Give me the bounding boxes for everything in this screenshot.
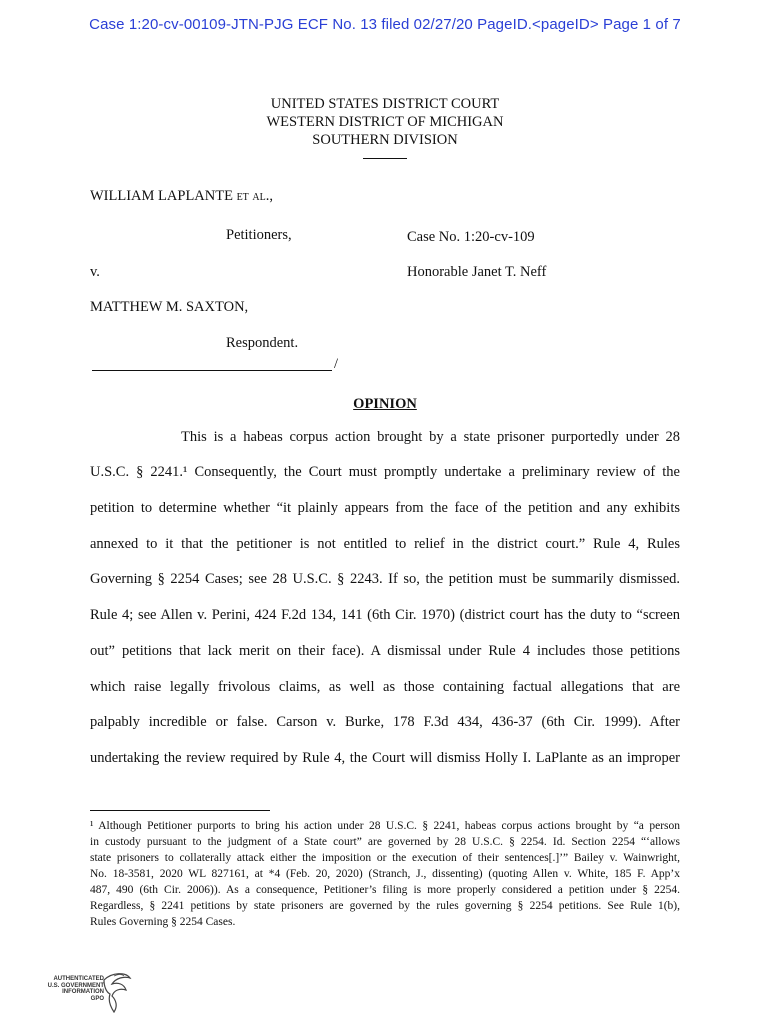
footnote-line: No. 18-3581, 2020 WL 827161, at *4 (Feb. 20, 2020) (Stranch, J., dissenting) (quoting Allen v. White, 185 F. App’x — [90, 868, 680, 880]
footnote-line: in custody pursuant to the judgment of a State court” are governed by 28 U.S.C. § 2254. Id. Section 2254 “‘allows — [90, 836, 680, 848]
body-line: Governing § 2254 Cases; see 28 U.S.C. § 2243. If so, the petition must be summarily dismissed. — [90, 571, 680, 587]
logo-line: U.S. GOVERNMENT — [47, 982, 104, 989]
logo-line: GPO — [90, 995, 104, 1002]
body-line: out” petitions that lack merit on their face). A dismissal under Rule 4 includes those petitions — [90, 643, 680, 659]
footnote-rule — [90, 810, 270, 811]
logo-line: INFORMATION — [62, 989, 104, 995]
opinion-title: OPINION — [353, 396, 417, 412]
body-line: annexed to it that the petitioner is not entitled to relief in the district court.” Rule 4, Rules — [90, 536, 680, 552]
court-district: WESTERN DISTRICT OF MICHIGAN — [266, 114, 504, 130]
ecf-header: Case 1:20-cv-00109-JTN-PJG ECF No. 13 filed 02/27/20 PageID.<pageID> Page 1 of 7 — [89, 16, 681, 33]
logo-line: AUTHENTICATED — [53, 976, 104, 982]
court-division: SOUTHERN DIVISION — [312, 132, 458, 148]
respondent-name: MATTHEW M. SAXTON, — [90, 299, 249, 315]
heading-rule — [363, 158, 407, 159]
caption-rule — [92, 370, 332, 371]
body-line: undertaking the review required by Rule 4, the Court will dismiss Holly I. LaPlante as an improper — [90, 750, 680, 766]
footnote-line: Rules Governing § 2254 Cases. — [90, 916, 236, 928]
body-line: petition to determine whether “it plainly appears from the face of the petition and any exhibits — [90, 500, 680, 516]
case-number: Case No. 1:20-cv-109 — [407, 229, 535, 245]
court-name: UNITED STATES DISTRICT COURT — [270, 96, 500, 112]
eagle-seal-icon — [100, 970, 134, 1014]
gpo-authentication-logo — [40, 970, 140, 1020]
logo-text — [40, 976, 104, 1002]
respondent-role: Respondent. — [226, 335, 299, 351]
body-line: U.S.C. § 2241.¹ Consequently, the Court must promptly undertake a preliminary review of the — [90, 464, 680, 480]
petitioner-name: WILLIAM LAPLANTE et al., — [90, 188, 274, 204]
footnote-line: state prisoners to collaterally attack either the imposition or the execution of their sentences[.]’” Bailey v. Wainwright, — [90, 852, 680, 864]
body-line: This is a habeas corpus action brought by a state prisoner purportedly under 28 — [181, 429, 680, 445]
footnote-line: Regardless, § 2241 petitions by state prisoners are governed by the rules governing § 2254 petitions. See Rule 1(b), — [90, 900, 680, 912]
petitioner-role: Petitioners, — [226, 227, 292, 243]
footnote-line: ¹ Although Petitioner purports to bring his action under 28 U.S.C. § 2241, habeas corpus actions brought by “a person — [90, 820, 680, 832]
footnote-line: 487, 490 (6th Cir. 2006)). As a consequence, Petitioner’s filing is more properly considered a petition under § 2254. — [90, 884, 680, 896]
body-line: Rule 4; see Allen v. Perini, 424 F.2d 134, 141 (6th Cir. 1970) (district court has the duty to “screen — [90, 607, 680, 623]
judge-name: Honorable Janet T. Neff — [407, 264, 547, 280]
caption-slash: / — [334, 356, 339, 372]
body-line: palpably incredible or false. Carson v. Burke, 178 F.3d 434, 436-37 (6th Cir. 1999). After — [90, 714, 680, 730]
versus: v. — [90, 264, 100, 280]
court-heading — [0, 95, 770, 149]
body-line: which raise legally frivolous claims, as well as those containing factual allegations that are — [90, 679, 680, 695]
